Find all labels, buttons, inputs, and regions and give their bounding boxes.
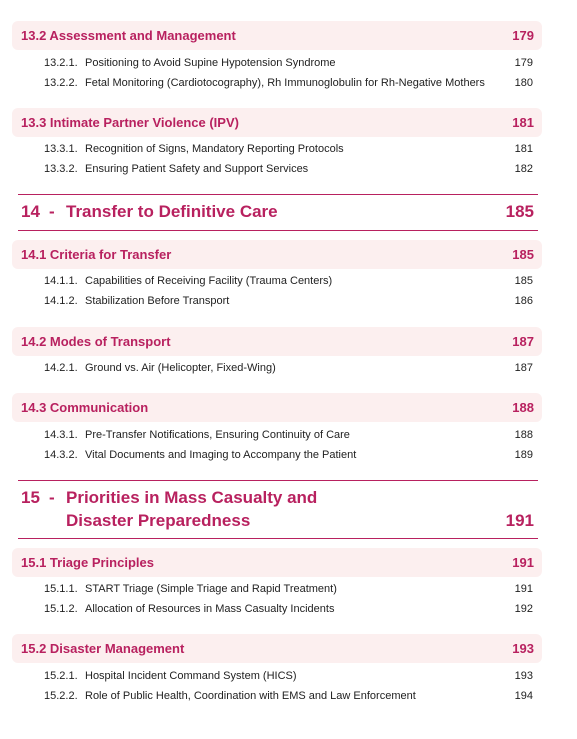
- section-page: 188: [512, 400, 534, 415]
- toc-entry[interactable]: [44, 448, 533, 464]
- entry-number: 14.3.1.: [44, 429, 78, 441]
- chapter-title-line-1: Priorities in Mass Casualty and: [66, 488, 318, 507]
- section-heading-14-1[interactable]: [12, 240, 542, 269]
- section-heading-14-2[interactable]: [12, 327, 542, 356]
- chapter-divider: [18, 480, 538, 481]
- toc-entry[interactable]: [44, 428, 533, 444]
- entry-page: 181: [514, 143, 533, 155]
- chapter-divider: [18, 194, 538, 195]
- toc-entry[interactable]: [44, 689, 533, 705]
- entry-number: 15.2.1.: [44, 670, 78, 682]
- chapter-dash: -: [49, 488, 55, 507]
- entry-number: 15.1.2.: [44, 603, 78, 615]
- entry-number: 14.2.1.: [44, 362, 78, 374]
- toc-entry[interactable]: [44, 162, 533, 178]
- entry-title: Vital Documents and Imaging to Accompany the Patient: [85, 449, 357, 461]
- entry-number: 13.2.1.: [44, 57, 78, 69]
- entry-number: 14.1.1.: [44, 275, 78, 287]
- entry-title: Ground vs. Air (Helicopter, Fixed-Wing): [85, 362, 276, 374]
- chapter-page: 191: [505, 511, 534, 530]
- entry-title: Recognition of Signs, Mandatory Reporting Protocols: [85, 143, 344, 155]
- entry-page: 192: [514, 603, 533, 615]
- entry-number: 14.3.2.: [44, 449, 78, 461]
- section-title: 14.3 Communication: [21, 400, 149, 415]
- section-heading-13-3[interactable]: [12, 108, 542, 137]
- section-page: 193: [512, 641, 534, 656]
- toc-entry[interactable]: [44, 294, 533, 310]
- section-heading-15-1[interactable]: [12, 548, 542, 577]
- section-title: 15.2 Disaster Management: [21, 641, 185, 656]
- entry-number: 13.2.2.: [44, 77, 78, 89]
- section-page: 185: [512, 247, 534, 262]
- section-title: 13.3 Intimate Partner Violence (IPV): [21, 115, 239, 130]
- entry-page: 182: [514, 163, 533, 175]
- chapter-page: 185: [505, 202, 534, 221]
- entry-title: Capabilities of Receiving Facility (Trauma Centers): [85, 275, 333, 287]
- entry-number: 15.1.1.: [44, 583, 78, 595]
- section-title: 13.2 Assessment and Management: [21, 28, 236, 43]
- section-heading-14-3[interactable]: [12, 393, 542, 422]
- toc-entry[interactable]: [44, 56, 533, 72]
- entry-title: Hospital Incident Command System (HICS): [85, 670, 297, 682]
- entry-page: 185: [514, 275, 533, 287]
- entry-title: Fetal Monitoring (Cardiotocography), Rh Immunoglobulin for Rh-Negative Mothers: [85, 77, 485, 89]
- entry-number: 13.3.2.: [44, 163, 78, 175]
- entry-number: 14.1.2.: [44, 295, 78, 307]
- toc-entry[interactable]: [44, 361, 533, 377]
- toc-entry[interactable]: [44, 76, 533, 92]
- section-title: 14.2 Modes of Transport: [21, 334, 171, 349]
- entry-page: 186: [514, 295, 533, 307]
- entry-page: 191: [514, 583, 533, 595]
- section-page: 181: [512, 115, 534, 130]
- toc-entry[interactable]: [44, 274, 533, 290]
- entry-page: 189: [514, 449, 533, 461]
- entry-page: 179: [514, 57, 533, 69]
- chapter-divider: [18, 230, 538, 231]
- section-page: 187: [512, 334, 534, 349]
- entry-title: Ensuring Patient Safety and Support Services: [85, 163, 309, 175]
- entry-number: 15.2.2.: [44, 690, 78, 702]
- section-heading-15-2[interactable]: [12, 634, 542, 663]
- chapter-number: 15: [21, 488, 40, 507]
- entry-page: 180: [514, 77, 533, 89]
- section-page: 191: [512, 555, 534, 570]
- entry-page: 187: [514, 362, 533, 374]
- section-title: 14.1 Criteria for Transfer: [21, 247, 172, 262]
- toc-entry[interactable]: [44, 142, 533, 158]
- entry-title: Allocation of Resources in Mass Casualty Incidents: [85, 603, 335, 615]
- chapter-dash: -: [49, 202, 55, 221]
- entry-title: Role of Public Health, Coordination with EMS and Law Enforcement: [85, 690, 416, 702]
- entry-title: START Triage (Simple Triage and Rapid Treatment): [85, 583, 337, 595]
- chapter-divider: [18, 538, 538, 539]
- entry-title: Positioning to Avoid Supine Hypotension Syndrome: [85, 57, 336, 69]
- chapter-number: 14: [21, 202, 40, 221]
- section-page: 179: [512, 28, 534, 43]
- entry-title: Pre-Transfer Notifications, Ensuring Continuity of Care: [85, 429, 350, 441]
- entry-page: 194: [514, 690, 533, 702]
- entry-page: 188: [514, 429, 533, 441]
- toc-entry[interactable]: [44, 669, 533, 685]
- section-title: 15.1 Triage Principles: [21, 555, 154, 570]
- section-heading-13-2[interactable]: [12, 21, 542, 50]
- chapter-title: Transfer to Definitive Care: [66, 202, 278, 221]
- chapter-title-line-2: Disaster Preparedness: [66, 511, 251, 530]
- entry-title: Stabilization Before Transport: [85, 295, 230, 307]
- entry-number: 13.3.1.: [44, 143, 78, 155]
- toc-entry[interactable]: [44, 582, 533, 598]
- entry-page: 193: [514, 670, 533, 682]
- toc-entry[interactable]: [44, 602, 533, 618]
